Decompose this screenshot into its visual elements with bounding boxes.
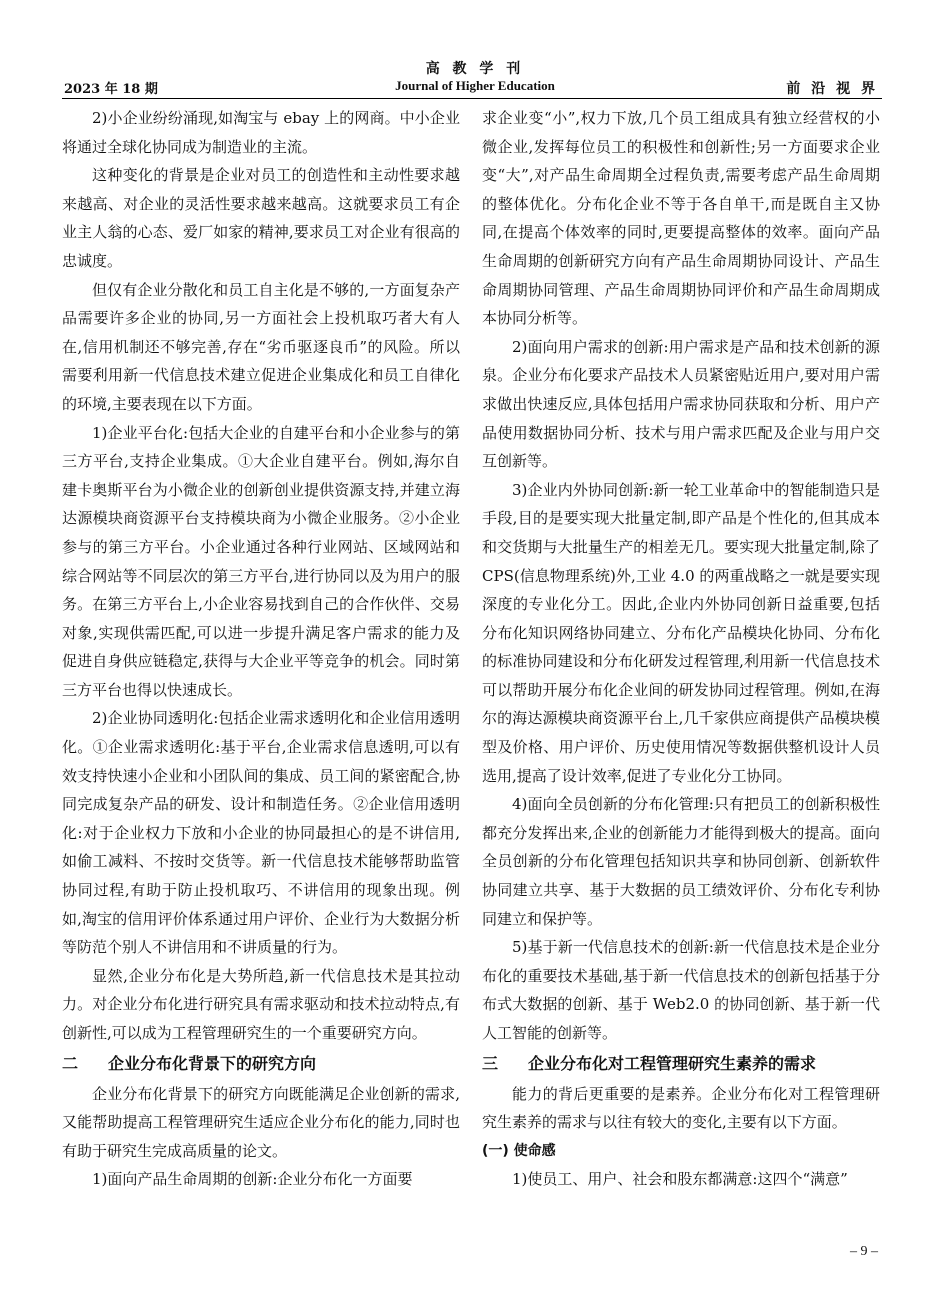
left-column (62, 104, 460, 1194)
paragraph: 5)基于新一代信息技术的创新:新一代信息技术是企业分布化的重要技术基础,基于新一代信息技术的创新包括基于分布式大数据的创新、基于 Web2.0 的协同创新、基于新一代人工智能的创新等。 (482, 938, 880, 1042)
section-title: 企业分布化对工程管理研究生素养的需求 (528, 1053, 817, 1073)
issue-label: 2023 年 18 期 (64, 82, 158, 97)
section-title: 企业分布化背景下的研究方向 (108, 1053, 317, 1073)
journal-title-cn: 高 教 学 刊 (425, 61, 525, 77)
paragraph: 能力的背后更重要的是素养。企业分布化对工程管理研究生素养的需求与以往有较大的变化,主要有以下方面。 (482, 1084, 880, 1132)
subsection-heading: (一) 使命感 (482, 1142, 556, 1159)
journal-title-en: Journal of Higher Education (395, 78, 555, 93)
paragraph: 1)面向产品生命周期的创新:企业分布化一方面要 (92, 1170, 413, 1189)
paragraph: 显然,企业分布化是大势所趋,新一代信息技术是其拉动力。对企业分布化进行研究具有需求驱动和技术拉动特点,有创新性,可以成为工程管理研究生的一个重要研究方向。 (62, 966, 460, 1042)
paragraph: 2)小企业纷纷涌现,如淘宝与 ebay 上的网商。中小企业将通过全球化协同成为制造业的主流。 (62, 109, 460, 156)
section-number: 三 (482, 1053, 499, 1073)
header-rule (62, 98, 882, 99)
paragraph: 企业分布化背景下的研究方向既能满足企业创新的需求,又能帮助提高工程管理研究生适应企业分布化的能力,同时也有助于研究生完成高质量的论文。 (62, 1084, 460, 1160)
section-label: 前 沿 视 界 (786, 81, 878, 97)
paragraph: 这种变化的背景是企业对员工的创造性和主动性要求越来越高、对企业的灵活性要求越来越高。这就要求员工有企业主人翁的心态、爱厂如家的精神,要求员工对企业有很高的忠诚度。 (62, 166, 460, 270)
paragraph: 但仅有企业分散化和员工自主化是不够的,一方面复杂产品需要许多企业的协同,另一方面社会上投机取巧者大有人在,信用机制还不够完善,存在“劣币驱逐良币”的风险。所以需要利用新一代信息技术建立促进企业集成化和员工自律化的环境,主要表现在以下方面。 (62, 280, 460, 413)
paragraph: 4)面向全员创新的分布化管理:只有把员工的创新积极性都充分发挥出来,企业的创新能力才能得到极大的提高。面向全员创新的分布化管理包括知识共享和协同创新、创新软件协同建立共享、基于大数据的员工绩效评价、分布化专利协同建立和保护等。 (482, 795, 880, 928)
paragraph: 2)企业协同透明化:包括企业需求透明化和企业信用透明化。①企业需求透明化:基于平台,企业需求信息透明,可以有效支持快速小企业和小团队间的集成、员工间的紧密配合,协同完成复杂产品的研发、设计和制造任务。②企业信用透明化:对于企业权力下放和小企业的协同最担心的是不讲信用,如偷工减料、不按时交货等。新一代信息技术能够帮助监管协同过程,有助于防止投机取巧、不讲信用的现象出现。例如,淘宝的信用评价体系通过用户评价、企业行为大数据分析等防范个别人不讲信用和不讲质量的行为。 (62, 709, 460, 957)
section-heading-2 (62, 1050, 460, 1078)
paragraph: 3)企业内外协同创新:新一轮工业革命中的智能制造只是手段,目的是要实现大批量定制,即产品是个性化的,但其成本和交货期与大批量生产的相差无几。要实现大批量定制,除了 CPS(信息物理系统)外,工业 4.0 的两重战略之一就是要实现深度的专业化分工。因此,企业内外协同创新日益重要,包括分布化知识网络协同建立、分布化产品模块化协同、分布化的标准协同建设和分布化研发过程管理,利用新一代信息技术可以帮助开展分布化企业间的研发协同过程管理。例如,在海尔的海达源模块商资源平台上,几千家供应商提供产品模块模型及价格、用户评价、历史使用情况等数据供整机设计人员选用,提高了设计效率,促进了专业化分工协同。 (482, 480, 880, 785)
section-heading-3 (482, 1050, 880, 1078)
paragraph: 1)企业平台化:包括大企业的自建平台和小企业参与的第三方平台,支持企业集成。①大企业自建平台。例如,海尔自建卡奥斯平台为小微企业的创新创业提供资源支持,并建立海达源模块商资源平台支持模块商为小微企业服务。②小企业参与的第三方平台。小企业通过各种行业网站、区域网站和综合网站等不同层次的第三方平台,进行协同以及为用户的服务。在第三方平台上,小企业容易找到自己的合作伙伴、交易对象,实现供需匹配,可以进一步提升满足客户需求的能力及促进自身供应链稳定,获得与大企业平等竞争的机会。同时第三方平台也得以快速成长。 (62, 423, 460, 699)
right-column (482, 104, 880, 1193)
paragraph: 1)使员工、用户、社会和股东都满意:这四个“满意” (512, 1169, 848, 1188)
section-number: 二 (62, 1053, 79, 1073)
page-number: – 9 – (850, 1244, 878, 1259)
paragraph: 2)面向用户需求的创新:用户需求是产品和技术创新的源泉。企业分布化要求产品技术人员紧密贴近用户,要对用户需求做出快速反应,具体包括用户需求协同获取和分析、用户产品使用数据协同分析、技术与用户需求匹配及企业与用户交互创新等。 (482, 337, 880, 471)
paragraph: 求企业变“小”,权力下放,几个员工组成具有独立经营权的小微企业,发挥每位员工的积极性和创新性;另一方面要求企业变“大”,对产品生命周期全过程负责,需要考虑产品生命周期的整体优化。分布化企业不等于各自单干,而是既自主又协同,在提高个体效率的同时,更要提高整体的效率。面向产品生命周期的创新研究方向有产品生命周期协同设计、产品生命周期协同管理、产品生命周期协同评价和产品生命周期成本协同分析等。 (482, 109, 880, 328)
